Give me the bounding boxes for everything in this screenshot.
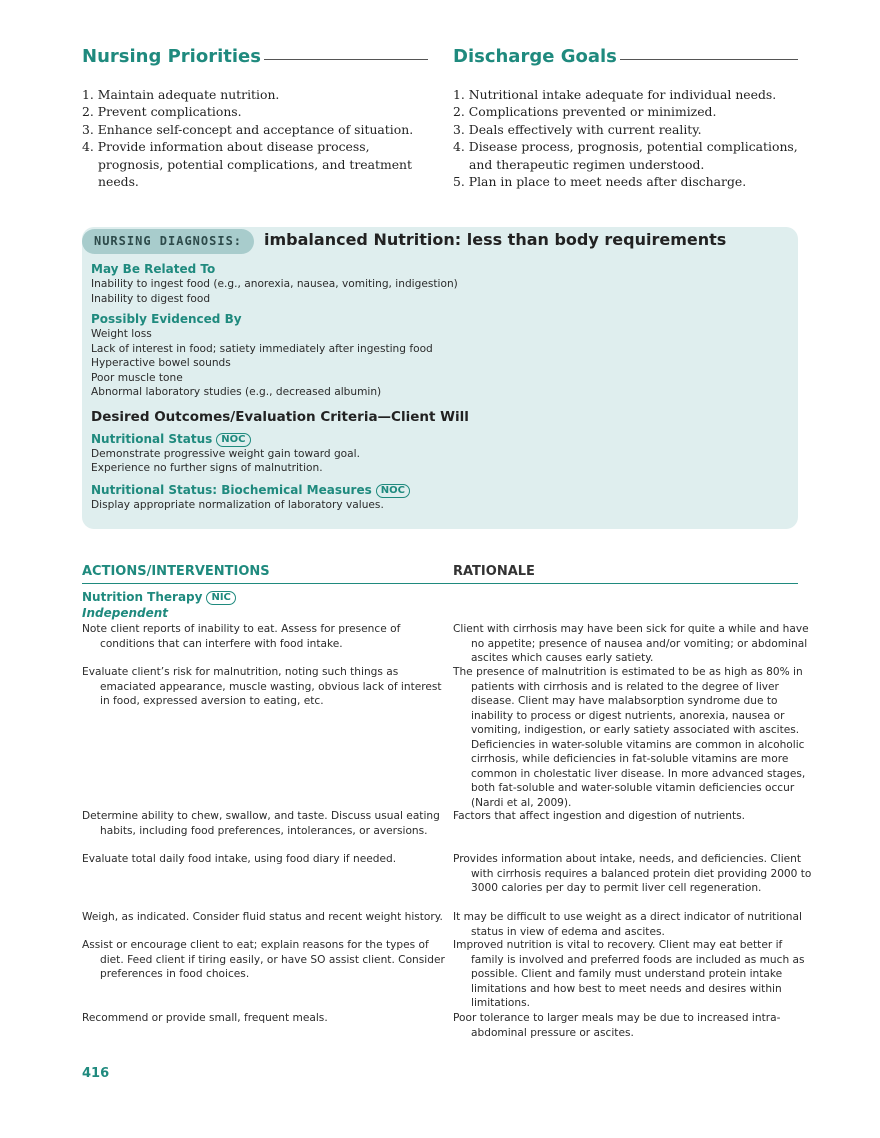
page-number: 416	[82, 1066, 110, 1081]
related-item: Inability to ingest food (e.g., anorexia, nausea, vomiting, indigestion)	[91, 278, 458, 290]
section-rule	[82, 583, 798, 584]
independent-label: Independent	[82, 606, 169, 620]
diagnosis-content	[91, 260, 781, 512]
discharge-goals-list	[453, 86, 803, 190]
rationale-text: The presence of malnutrition is estimated to be as high as 80% in patients with cirrhosis and is related to the degree of liver disease. Client may have malabsorption syndrome due to inability to process or digest nutrients, anorexia, nausea or vomiting, indigestion, or early satiety associated with ascites. Deficiencies in water-soluble vitamins are common in alcoholic cirrhosis, while deficiencies in fat-soluble vitamins are more common in cholestatic liver disease. In more advanced stages, both fat-soluble and water-soluble vitamin deficiencies occur (Nardi et al, 2009).	[453, 666, 806, 809]
noc-badge: NOC	[376, 484, 410, 498]
nic-badge: NIC	[206, 591, 235, 605]
evidenced-heading: Possibly Evidenced By	[91, 312, 242, 326]
list-item: 2. Prevent complications.	[82, 104, 242, 120]
list-item: 1. Maintain adequate nutrition.	[82, 87, 280, 102]
noc1-heading: Nutritional Status NOC	[91, 431, 781, 447]
action-text: Note client reports of inability to eat. Assess for presence of conditions that can interfere with food intake.	[82, 623, 401, 650]
rationale-text: Factors that affect ingestion and digestion of nutrients.	[453, 810, 746, 822]
rationale-text: Provides information about intake, needs, and deficiencies. Client with cirrhosis requires a balanced protein diet providing 2000 to 3000 calories per day to permit liver cell regeneration.	[453, 853, 812, 894]
heading-rule	[620, 59, 798, 60]
noc2-item: Display appropriate normalization of laboratory values.	[91, 498, 384, 511]
rationale-heading: RATIONALE	[453, 564, 535, 579]
rationale-text: It may be difficult to use weight as a direct indicator of nutritional status in view of edema and ascites.	[453, 911, 802, 938]
action-text: Evaluate client’s risk for malnutrition, noting such things as emaciated appearance, muscle wasting, obvious lack of interest in food, expressed aversion to eating, etc.	[82, 666, 442, 707]
related-heading: May Be Related To	[91, 262, 216, 276]
list-item: 2. Complications prevented or minimized.	[453, 104, 717, 120]
list-item: 4. Disease process, prognosis, potential complications, and therapeutic regimen understood.	[453, 139, 798, 172]
action-text: Assist or encourage client to eat; explain reasons for the types of diet. Feed client if tiring easily, or have SO assist client. Consider preferences in food choices.	[82, 939, 445, 980]
nursing-diagnosis-label: NURSING DIAGNOSIS:	[82, 229, 254, 254]
action-text: Evaluate total daily food intake, using food diary if needed.	[82, 853, 397, 865]
list-item: 1. Nutritional intake adequate for individual needs.	[453, 87, 777, 102]
list-item: 3. Deals effectively with current reality.	[453, 121, 702, 137]
nursing-priorities-heading: Nursing Priorities	[82, 46, 428, 67]
rationale-text: Poor tolerance to larger meals may be due to increased intra-abdominal pressure or ascites.	[453, 1012, 781, 1039]
action-text: Weigh, as indicated. Consider fluid status and recent weight history.	[82, 911, 443, 923]
nursing-priorities-list	[82, 86, 432, 190]
rationale-text: Improved nutrition is vital to recovery. Client may eat better if family is involved and preferred foods are included as much as possible. Client and family must understand protein intake limitations and how best to meet needs and desires within limitations.	[453, 939, 805, 1009]
list-item: 4. Provide information about disease process, prognosis, potential complications, and treatment needs.	[82, 139, 412, 190]
noc1-item: Demonstrate progressive weight gain toward goal.	[91, 447, 360, 460]
evidenced-item: Weight loss	[91, 328, 152, 340]
evidenced-item: Hyperactive bowel sounds	[91, 357, 231, 369]
noc2-heading: Nutritional Status: Biochemical Measures NOC	[91, 482, 781, 498]
related-item: Inability to digest food	[91, 292, 211, 305]
list-item: 5. Plan in place to meet needs after discharge.	[453, 174, 747, 190]
discharge-goals-heading: Discharge Goals	[453, 46, 798, 67]
rationale-text: Client with cirrhosis may have been sick for quite a while and have no appetite; presence of nausea and/or vomiting; or abdominal ascites which causes early satiety.	[453, 623, 809, 664]
nursing-diagnosis-title: imbalanced Nutrition: less than body requirements	[264, 230, 727, 249]
list-item: 3. Enhance self-concept and acceptance of situation.	[82, 121, 414, 137]
noc1-item: Experience no further signs of malnutrition.	[91, 462, 323, 474]
action-text: Recommend or provide small, frequent meals.	[82, 1012, 328, 1024]
evidenced-item: Poor muscle tone	[91, 371, 183, 384]
actions-heading: ACTIONS/INTERVENTIONS	[82, 564, 270, 579]
evidenced-item: Lack of interest in food; satiety immediately after ingesting food	[91, 342, 433, 355]
noc-badge: NOC	[216, 433, 250, 447]
action-text: Determine ability to chew, swallow, and taste. Discuss usual eating habits, including food preferences, intolerances, or aversions.	[82, 810, 440, 837]
outcomes-heading: Desired Outcomes/Evaluation Criteria—Client Will	[91, 408, 469, 425]
heading-rule	[264, 59, 428, 60]
evidenced-item: Abnormal laboratory studies (e.g., decreased albumin)	[91, 386, 382, 398]
nic-heading: Nutrition Therapy NIC	[82, 590, 236, 605]
